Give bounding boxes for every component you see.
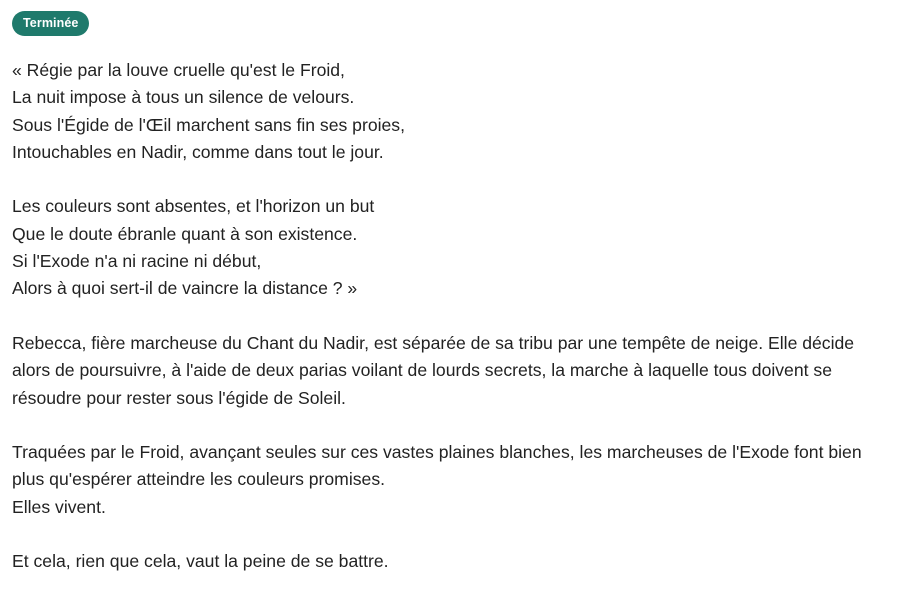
- synopsis-text: Elles vivent.: [12, 496, 106, 517]
- poem-line: Alors à quoi sert-il de vaincre la distance ? »: [12, 278, 358, 299]
- poem-line: Les couleurs sont absentes, et l'horizon un but: [12, 196, 375, 217]
- synopsis-text: Traquées par le Froid, avançant seules sur ces vastes plaines blanches, les marcheuses de l'Exode font bien plus qu'espérer atteindre les couleurs promises.: [12, 442, 862, 490]
- synopsis-paragraph-3: [12, 548, 882, 575]
- synopsis-paragraph-2: [12, 439, 882, 521]
- synopsis-text: Et cela, rien que cela, vaut la peine de se battre.: [12, 551, 389, 572]
- poem-stanza-2: [12, 193, 882, 302]
- poem-line: Si l'Exode n'a ni racine ni début,: [12, 251, 262, 272]
- status-badge: Terminée: [12, 11, 89, 36]
- poem-line: Sous l'Égide de l'Œil marchent sans fin ses proies,: [12, 114, 405, 135]
- description-text: [12, 57, 882, 576]
- synopsis-text: Rebecca, fière marcheuse du Chant du Nadir, est séparée de sa tribu par une tempête de neige. Elle décide alors de poursuivre, à l'aide de deux parias voilant de lourds secrets, la marche à laquelle tous doivent se résoudre pour rester sous l'égide de Soleil.: [12, 332, 855, 408]
- description-panel: [12, 11, 882, 603]
- poem-line: « Régie par la louve cruelle qu'est le Froid,: [12, 60, 345, 80]
- poem-stanza-1: [12, 57, 882, 166]
- synopsis-paragraph-1: [12, 330, 882, 412]
- poem-line: La nuit impose à tous un silence de velours.: [12, 87, 355, 108]
- poem-line: Intouchables en Nadir, comme dans tout le jour.: [12, 141, 384, 162]
- poem-line: Que le doute ébranle quant à son existence.: [12, 223, 358, 244]
